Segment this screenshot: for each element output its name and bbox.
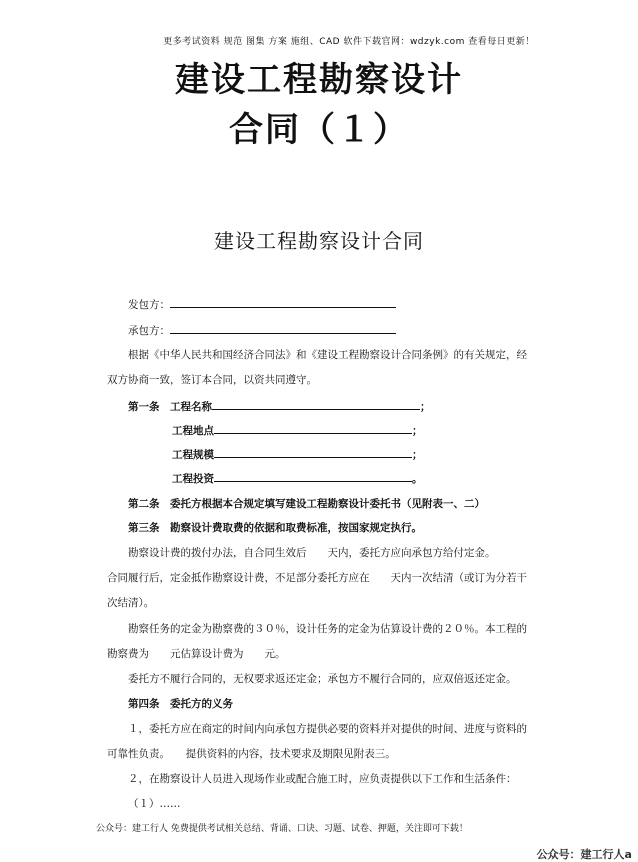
article4-head: 第四条 委托方的义务 — [128, 698, 233, 710]
article2: 第二条 委托方根据本合规定填写建设工程勘察设计委托书（见附表一、二） — [128, 498, 485, 510]
article1-name-line — [128, 398, 431, 414]
semicolon: ； — [412, 449, 423, 461]
article1-head: 第一条 工程名称 — [128, 401, 212, 413]
main-title-line2: 合同（１） — [229, 110, 409, 150]
intro-line-2: 双方协商一致，签订本合同，以资共同遵守。 — [107, 374, 317, 386]
fee-para-line-1: 勘察设计费的拨付办法，自合同生效后 天内，委托方应向承包方给付定金。 — [128, 547, 496, 559]
period: 。 — [412, 473, 423, 485]
contractor-label: 承包方： — [128, 325, 170, 337]
project-name-blank — [212, 398, 420, 410]
location-label: 工程地点 — [172, 425, 214, 437]
location-blank — [214, 422, 412, 434]
article3: 第三条 勘察设计费取费的依据和取费标准，按国家规定执行。 — [128, 522, 422, 534]
contractor-blank — [170, 322, 396, 334]
article1-invest-line — [172, 470, 423, 486]
intro-line-1: 根据《中华人民共和国经济合同法》和《建设工程勘察设计合同条例》的有关规定，经 — [128, 349, 527, 361]
scale-blank — [214, 446, 412, 458]
breach-para: 委托方不履行合同的，无权要求返还定金；承包方不履行合同的，应双倍返还定金。 — [128, 673, 517, 685]
article1-location-line — [172, 422, 423, 438]
scale-label: 工程规模 — [172, 449, 214, 461]
invest-blank — [214, 470, 412, 482]
contractor-line — [128, 322, 396, 338]
fee-para-line-2: 合同履行后，定金抵作勘察设计费，不足部分委托方应在 天内一次结清（或订为分若干 — [107, 572, 527, 584]
article4-item1-line2: 可靠性负责。 提供资料的内容，技术要求及期限见附表三。 — [107, 748, 396, 760]
invest-label: 工程投资 — [172, 473, 214, 485]
article4-item2: ２，在勘察设计人员进入现场作业或配合施工时，应负责提供以下工作和生活条件： — [128, 773, 517, 785]
semicolon: ； — [420, 401, 431, 413]
article1-scale-line — [172, 446, 423, 462]
main-title-line1: 建设工程勘察设计 — [175, 60, 463, 100]
deposit-para-line-1: 勘察任务的定金为勘察费的３０％，设计任务的定金为估算设计费的２０％。本工程的 — [128, 623, 527, 635]
client-blank — [170, 296, 396, 308]
article4-item1-line1: １，委托方应在商定的时间内向承包方提供必要的资料并对提供的时间、进度与资料的 — [128, 723, 527, 735]
deposit-para-line-2: 勘察费为 元估算设计费为 元。 — [107, 648, 286, 660]
footer-notice: 公众号：建工行人 免费提供考试相关总结、背诵、口诀、习题、试卷、押题，关注即可下载！ — [96, 824, 468, 834]
download-notice: 更多考试资料 规范 图集 方案 施组、CAD 软件下载官网：wdzyk.com 查看每日更新！ — [163, 37, 535, 47]
client-label: 发包方： — [128, 299, 170, 311]
fee-para-line-3: 次结清）。 — [107, 597, 155, 609]
watermark-label: 公众号：建工行人a — [536, 848, 632, 861]
client-line — [128, 296, 396, 312]
contract-title: 建设工程勘察设计合同 — [214, 229, 424, 253]
semicolon: ； — [412, 425, 423, 437]
article4-item3: （１）…… — [128, 798, 181, 810]
